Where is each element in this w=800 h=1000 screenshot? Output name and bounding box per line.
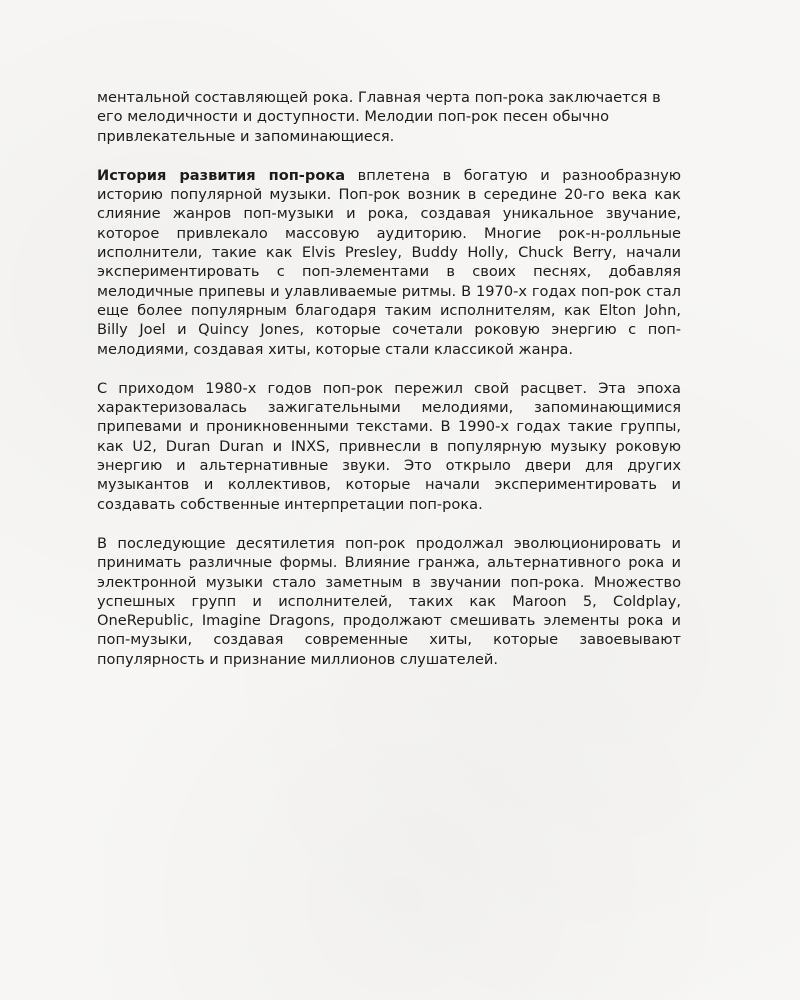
paragraph-2-heading: История развития поп-рока — [97, 166, 346, 184]
paragraph-3 — [97, 379, 681, 514]
body-text — [97, 88, 681, 689]
paragraph-4-text: В последующие десятилетия поп-рок продолжал эволюционировать и принимать различные формы. Влияние гранжа, альтернативного рока и электронной музыки стало заметным в звучании поп-рока. Множество успешных групп и исполнителей, таких как Maroon 5, Coldplay, OneRepublic, Imagine Dragons, продолжают смешивать элементы рока и поп-музыки, создавая современные хиты, которые завоевывают популярность и признание миллионов слушателей. — [97, 534, 681, 668]
paragraph-4 — [97, 534, 681, 669]
paragraph-2 — [97, 166, 681, 359]
paragraph-3-text: С приходом 1980-х годов поп-рок пережил свой расцвет. Эта эпоха характеризовалась зажигательными мелодиями, запоминающимися припевами и проникновенными текстами. В 1990-х годах такие группы, как U2, Duran Duran и INXS, привнесли в популярную музыку роковую энергию и альтернативные звуки. Это открыло двери для других музыкантов и коллективов, которые начали экспериментировать и создавать собственные интерпретации поп-рока. — [97, 379, 681, 513]
paragraph-1-text: ментальной составляющей рока. Главная черта поп-рока заключается в его мелодичности и доступности. Мелодии поп-рок песен обычно привлекательные и запоминающиеся. — [97, 89, 661, 145]
paragraph-1 — [97, 88, 681, 146]
paragraph-2-text: вплетена в богатую и разнообразную историю популярной музыки. Поп-рок возник в середине 20-го века как слияние жанров поп-музыки и рока, создавая уникальное звучание, которое привлекало массовую аудиторию. Многие рок-н-ролльные исполнители, такие как Elvis Presley, Buddy Holly, Chuck Berry, начали экспериментировать с поп-элементами в своих песнях, добавляя мелодичные припевы и улавливаемые ритмы. В 1970-х годах поп-рок стал еще более популярным благодаря таким исполнителям, как Elton John, Billy Joel и Quincy Jones, которые сочетали роковую энергию с поп-мелодиями, создавая хиты, которые стали классикой жанра. — [97, 166, 682, 358]
